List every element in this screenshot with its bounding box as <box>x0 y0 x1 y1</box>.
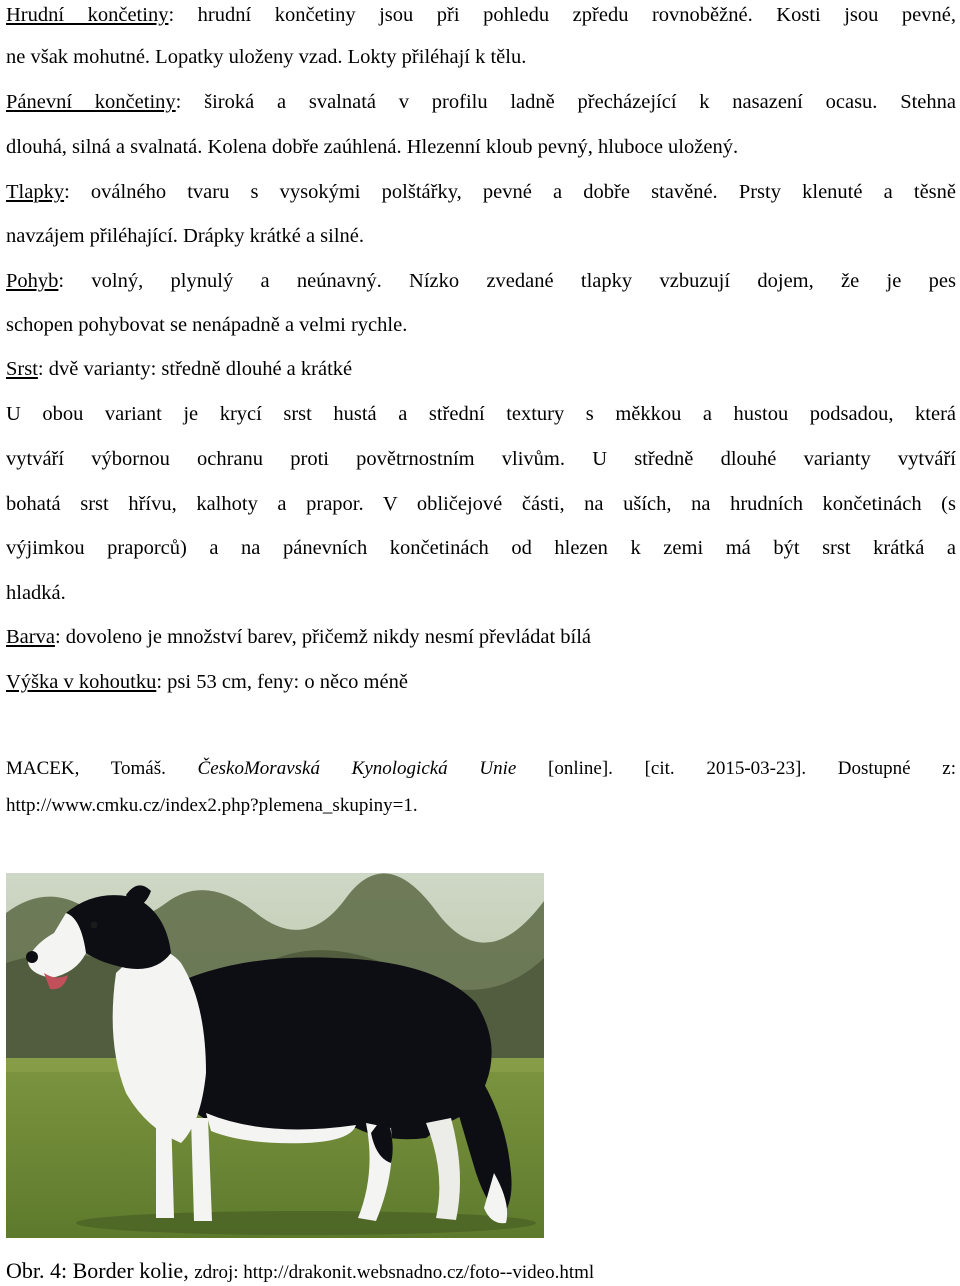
reference-line-1 <box>6 757 956 781</box>
caption-source: zdroj: http://drakonit.websnadno.cz/foto--video.html <box>194 1262 595 1283</box>
reference-title: ČeskoMoravská Kynologická Unie <box>197 758 517 779</box>
panevni-line-1 <box>6 89 956 115</box>
pohyb-term: Pohyb <box>6 270 59 292</box>
vyska-line <box>6 669 408 695</box>
srst-para-line-4: výjimkou praporců) a na pánevních končetinách od hlezen k zemi má být srst krátká a <box>6 537 956 559</box>
barva-line <box>6 624 591 650</box>
border-collie-image <box>6 873 544 1238</box>
srst-para-line-1: U obou variant je krycí srst hustá a střední textury s měkkou a hustou podsadou, která <box>6 403 956 425</box>
pohyb-line-1 <box>6 268 956 294</box>
vyska-text: : psi 53 cm, feny: o něco méně <box>156 671 408 693</box>
caption-label: Obr. 4: Border kolie, <box>6 1258 195 1283</box>
panevni-term: Pánevní končetiny <box>6 91 176 113</box>
pohyb-text-1: : volný, plynulý a neúnavný. Nízko zvedané tlapky vzbuzují dojem, že je pes <box>58 270 956 292</box>
srst-para-line-5: hladká. <box>6 582 66 604</box>
hrudni-line-1 <box>6 2 956 28</box>
dog-photo <box>6 873 544 1238</box>
srst-para-line-2: vytváří výbornou ochranu proti povětrnostním vlivům. U středně dlouhé varianty vytváří <box>6 448 956 470</box>
reference-author: MACEK, Tomáš. <box>6 758 198 779</box>
panevni-line-2: dlouhá, silná a svalnatá. Kolena dobře zaúhlená. Hlezenní kloub pevný, hluboce uložený. <box>6 136 739 158</box>
srst-term: Srst <box>6 358 38 380</box>
srst-line-1 <box>6 356 352 382</box>
tlapky-line-1 <box>6 179 956 205</box>
srst-text-1: : dvě varianty: středně dlouhé a krátké <box>37 358 353 380</box>
pohyb-line-2: schopen pohybovat se nenápadně a velmi rychle. <box>6 314 408 336</box>
reference-url[interactable]: http://www.cmku.cz/index2.php?plemena_skupiny=1. <box>6 795 418 816</box>
tlapky-text-1: : oválného tvaru s vysokými polštářky, pevné a dobře stavěné. Prsty klenuté a těsně <box>64 181 956 203</box>
figure-caption <box>6 1258 594 1284</box>
srst-para-line-3: bohatá srst hřívu, kalhoty a prapor. V obličejové části, na uších, na hrudních končetinách (s <box>6 493 956 515</box>
tlapky-line-2: navzájem přiléhající. Drápky krátké a silné. <box>6 225 365 247</box>
barva-term: Barva <box>6 626 55 648</box>
panevni-text-1: : široká a svalnatá v profilu ladně přecházející k nasazení ocasu. Stehna <box>175 91 956 113</box>
hrudni-term: Hrudní končetiny <box>6 4 169 26</box>
vyska-term: Výška v kohoutku <box>6 671 157 693</box>
hrudni-text-1: : hrudní končetiny jsou při pohledu zpředu rovnoběžné. Kosti jsou pevné, <box>168 4 956 26</box>
tlapky-term: Tlapky <box>6 181 65 203</box>
barva-text: : dovoleno je množství barev, přičemž nikdy nesmí převládat bílá <box>54 626 592 648</box>
hrudni-line-2: ne však mohutné. Lopatky uloženy vzad. Lokty přiléhají k tělu. <box>6 46 527 68</box>
reference-rest: [online]. [cit. 2015-03-23]. Dostupné z: <box>516 758 956 779</box>
